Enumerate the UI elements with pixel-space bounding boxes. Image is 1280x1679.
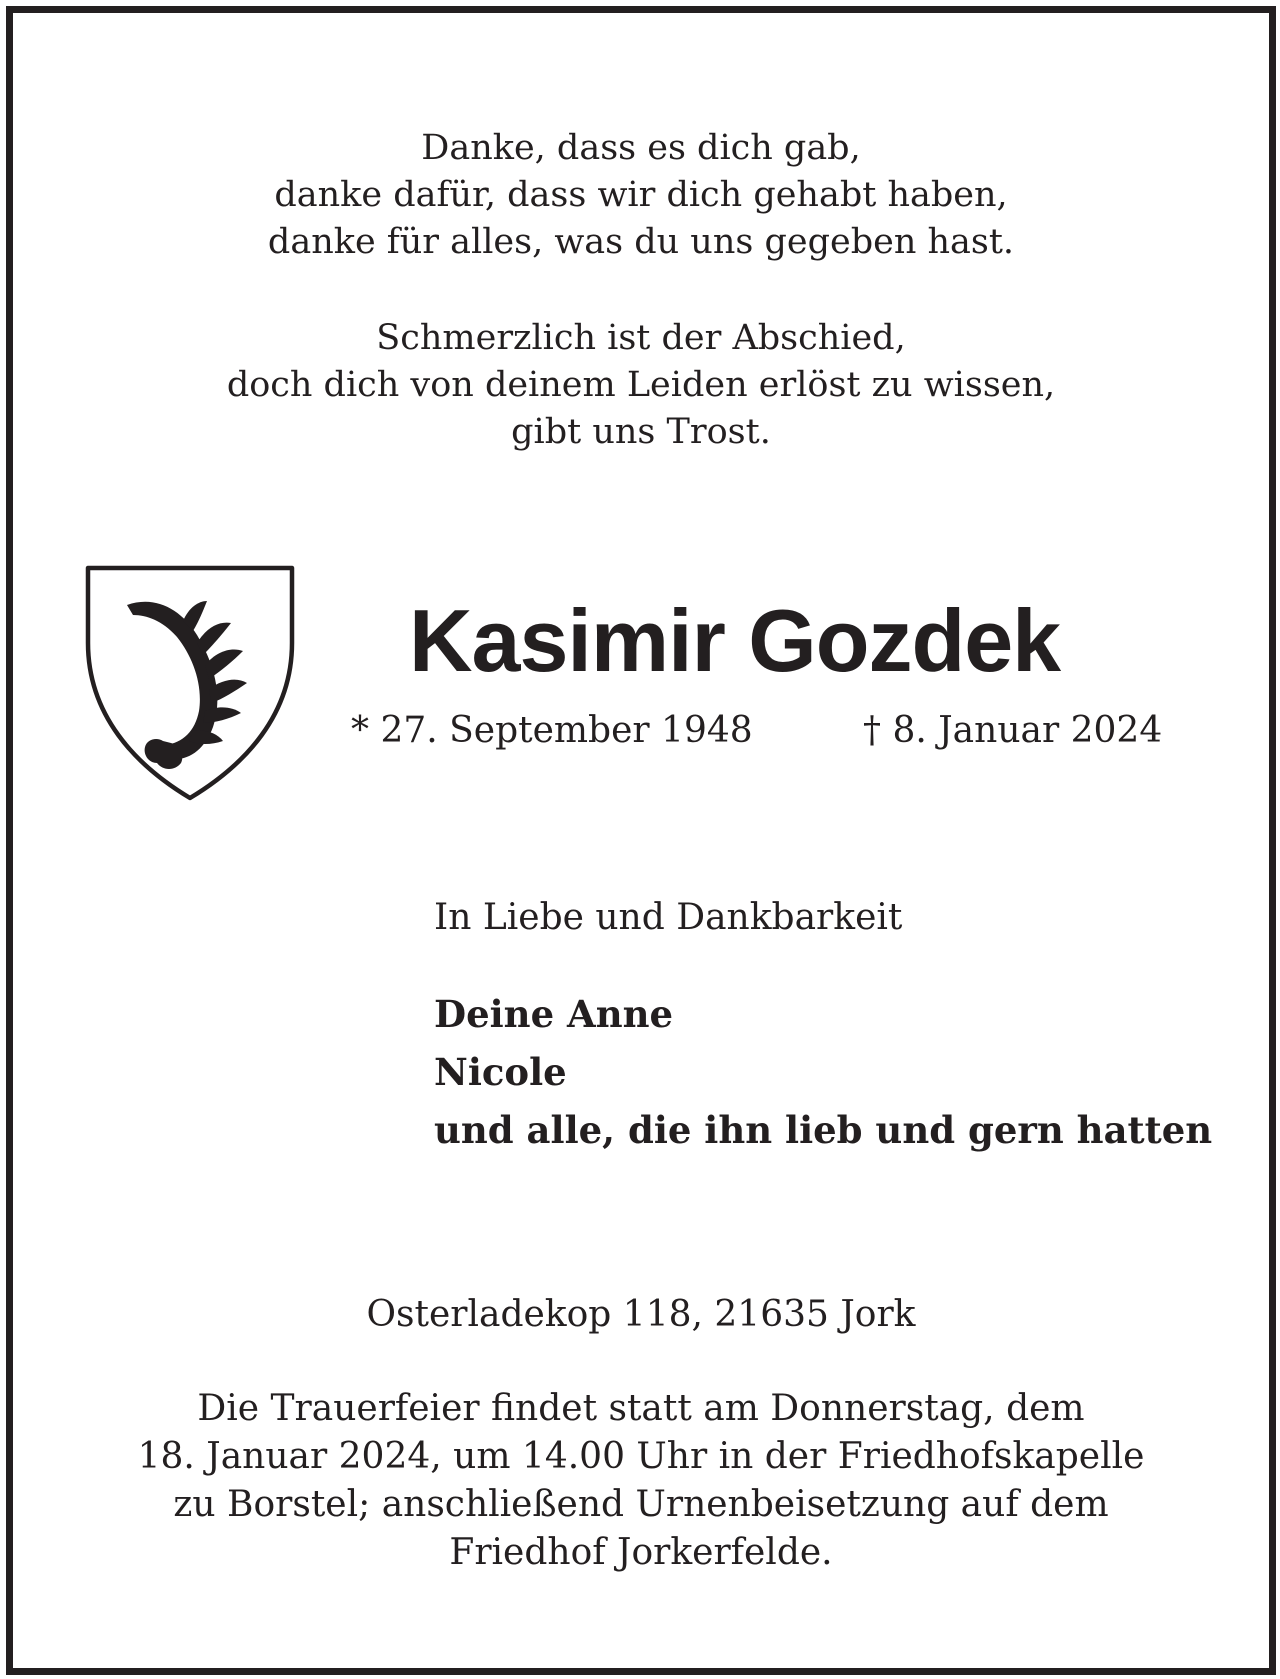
ceremony-line: zu Borstel; anschließend Urnenbeisetzung auf dem	[173, 1484, 1109, 1525]
poem-stanza-2	[13, 315, 1269, 456]
mourners-intro: In Liebe und Dankbarkeit	[434, 897, 903, 938]
deceased-name: Kasimir Gozdek	[409, 591, 1061, 690]
mourner-name: und alle, die ihn lieb und gern hatten	[434, 1108, 1213, 1152]
mourner-name: Deine Anne	[434, 992, 674, 1036]
ceremony-line: 18. Januar 2024, um 14.00 Uhr in der Friedhofskapelle	[137, 1436, 1145, 1477]
obituary-notice	[6, 6, 1276, 1675]
poem-line: Schmerzlich ist der Abschied,	[376, 318, 906, 358]
ceremony-line: Friedhof Jorkerfelde.	[449, 1532, 833, 1573]
ceremony-info	[13, 1385, 1269, 1577]
poem-line: gibt uns Trost.	[511, 412, 771, 452]
poem-stanza-1	[13, 125, 1269, 266]
address: Osterladekop 118, 21635 Jork	[366, 1294, 916, 1335]
poem-line: danke für alles, was du uns gegeben hast.	[267, 222, 1015, 262]
antler-crest-icon	[85, 565, 295, 801]
poem-line: danke dafür, dass wir dich gehabt haben,	[274, 175, 1008, 215]
ceremony-line: Die Trauerfeier findet statt am Donnerstag, dem	[197, 1388, 1085, 1429]
mourner-name: Nicole	[434, 1050, 567, 1094]
birth-date: * 27. September 1948	[351, 710, 753, 751]
poem-line: Danke, dass es dich gab,	[421, 128, 861, 168]
poem-line: doch dich von deinem Leiden erlöst zu wissen,	[226, 365, 1056, 405]
death-date: † 8. Januar 2024	[863, 710, 1163, 751]
